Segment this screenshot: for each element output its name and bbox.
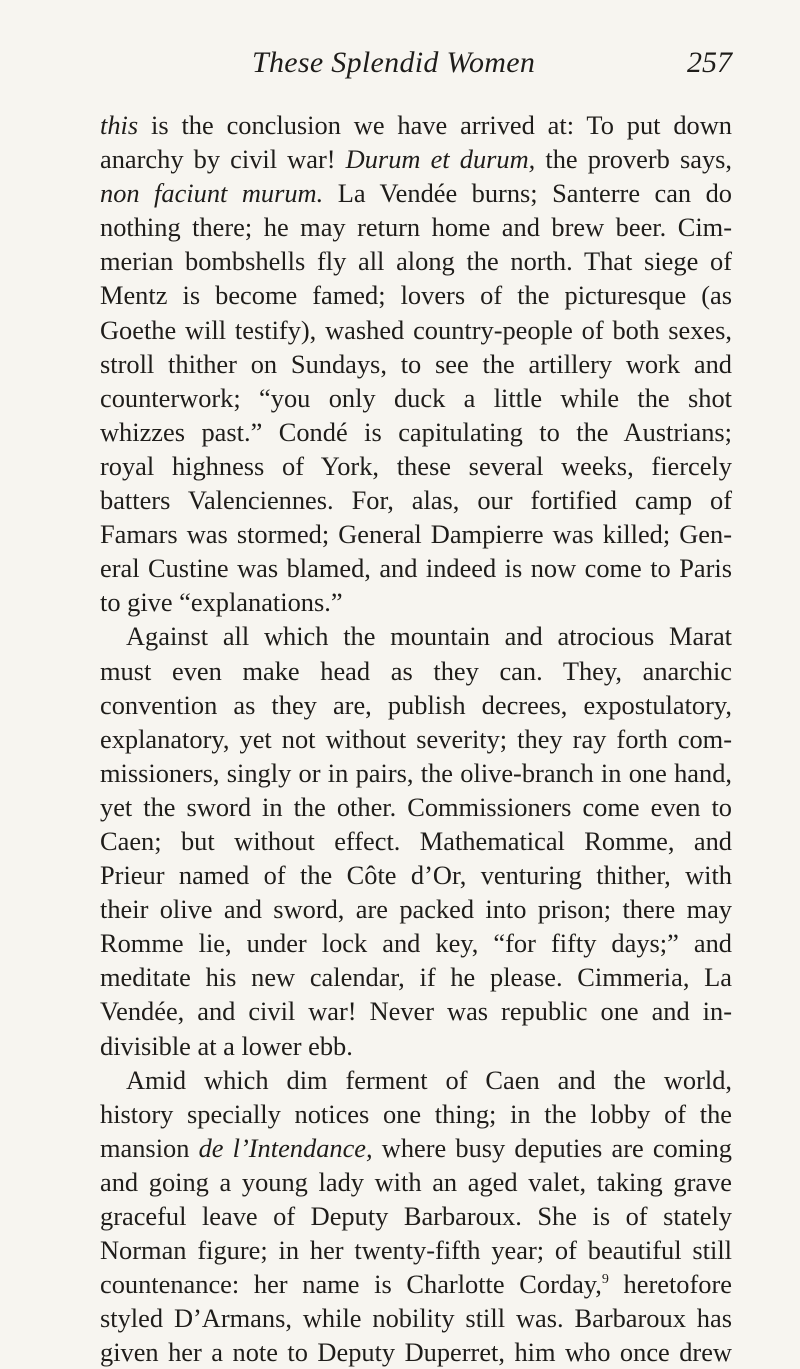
text-segment: countenance: her name is Charlotte Corday, (100, 1269, 602, 1300)
text-line (100, 381, 732, 415)
text-segment: Amid which dim ferment of Caen and the world, (126, 1064, 732, 1095)
text-segment: given her a note to Deputy Duperret, him who once drew (100, 1337, 732, 1368)
footnote-marker: 9 (601, 1272, 609, 1288)
text-segment: convention as they are, publish decrees, expostulatory, (100, 689, 732, 720)
text-line (100, 210, 732, 244)
text-segment: batters Valenciennes. For, alas, our fortified camp of (100, 485, 732, 516)
text-line (100, 176, 732, 210)
text-line (100, 722, 732, 756)
text-segment: Goethe will testify), washed country-people of both sexes, (100, 314, 732, 345)
text-segment: counterwork; “you only duck a little while the shot (100, 382, 732, 413)
italic-phrase: Durum et durum, (345, 144, 536, 175)
text-segment: the proverb says, (535, 144, 733, 175)
text-segment: must even make head as they can. They, anarchic (100, 655, 732, 686)
text-segment: La Vendée burns; Santerre can do (323, 178, 732, 209)
text-segment: history specially notices one thing; in the lobby of the (100, 1098, 732, 1129)
text-line (100, 688, 732, 722)
text-segment: missioners, singly or in pairs, the olive-branch in one hand, (100, 757, 732, 788)
text-segment: graceful leave of Deputy Barbaroux. She is of stately (100, 1201, 732, 1231)
text-segment: explanatory, yet not without severity; they ray forth com- (100, 723, 732, 754)
text-line (100, 756, 732, 790)
text-line (100, 994, 732, 1028)
text-segment: to give “explanations.” (100, 587, 343, 618)
text-segment: is the conclusion we have arrived at: To put down (138, 110, 732, 140)
text-line (100, 1165, 732, 1199)
text-segment: Caen; but without effect. Mathematical Romme, and (100, 825, 732, 856)
text-line (100, 585, 732, 619)
text-segment: divisible at a lower ebb. (100, 1030, 353, 1061)
text-line (100, 790, 732, 824)
text-line (100, 824, 732, 858)
text-segment: where busy deputies are coming (372, 1132, 733, 1163)
text-line (100, 108, 732, 142)
text-segment: royal highness of York, these several weeks, fiercely (100, 450, 732, 481)
text-segment: anarchy by civil war! (100, 144, 346, 175)
italic-phrase: non faciunt murum. (100, 178, 324, 209)
text-line (100, 449, 732, 483)
text-segment: stroll thither on Sundays, to see the artillery work and (100, 348, 732, 379)
text-line (100, 1097, 732, 1131)
text-line (100, 517, 732, 551)
text-segment: styled D’Armans, while nobility still was. Barbaroux has (100, 1303, 732, 1334)
text-line (100, 1335, 732, 1369)
text-segment: Prieur named of the Côte d’Or, venturing thither, with (100, 860, 732, 891)
text-line (100, 244, 732, 278)
text-line (100, 1301, 732, 1335)
text-line (100, 892, 732, 926)
text-line (100, 347, 732, 381)
text-segment: meditate his new calendar, if he please. Cimmeria, La (100, 962, 732, 993)
text-segment: eral Custine was blamed, and indeed is now come to Paris (100, 553, 732, 584)
text-segment: Norman figure; in her twenty-fifth year; of beautiful still (100, 1235, 732, 1266)
text-segment: and going a young lady with an aged valet, taking grave (100, 1166, 732, 1197)
italic-phrase: this (100, 110, 139, 140)
body-text (100, 108, 732, 1369)
text-line (100, 619, 732, 653)
text-line (100, 278, 732, 312)
text-line (100, 654, 732, 688)
text-segment: whizzes past.” Condé is capitulating to the Austrians; (100, 416, 732, 447)
text-segment: Vendée, and civil war! Never was republic one and in- (100, 996, 732, 1027)
text-segment: heretofore (608, 1269, 732, 1300)
text-line (100, 142, 732, 176)
text-line (100, 415, 732, 449)
text-segment: merian bombshells fly all along the north. That siege of (100, 246, 732, 277)
text-segment: nothing there; he may return home and brew beer. Cim- (100, 212, 732, 243)
text-line (100, 1131, 732, 1165)
text-segment: their olive and sword, are packed into prison; there may (100, 894, 732, 925)
text-segment: mansion (100, 1132, 199, 1163)
text-segment: Famars was stormed; General Dampierre was killed; Gen- (100, 519, 732, 550)
text-line (100, 926, 732, 960)
text-segment: yet the sword in the other. Commissioners come even to (100, 791, 732, 822)
text-line (100, 1063, 732, 1097)
text-segment: Mentz is become famed; lovers of the picturesque (as (100, 280, 732, 311)
text-line (100, 858, 732, 892)
text-line (100, 1233, 732, 1267)
text-segment: Romme lie, under lock and key, “for fifty days;” and (100, 928, 732, 959)
text-line (100, 1199, 732, 1233)
running-head (100, 40, 732, 86)
page-number: 257 (687, 46, 732, 79)
text-line (100, 551, 732, 585)
text-line (100, 1029, 732, 1063)
text-line (100, 960, 732, 994)
text-segment: Against all which the mountain and atrocious Marat (126, 621, 732, 652)
text-line (100, 483, 732, 517)
italic-phrase: de l’Intendance, (198, 1132, 373, 1163)
text-line (100, 1267, 732, 1301)
running-title: These Splendid Women (252, 46, 536, 79)
text-line (100, 313, 732, 347)
